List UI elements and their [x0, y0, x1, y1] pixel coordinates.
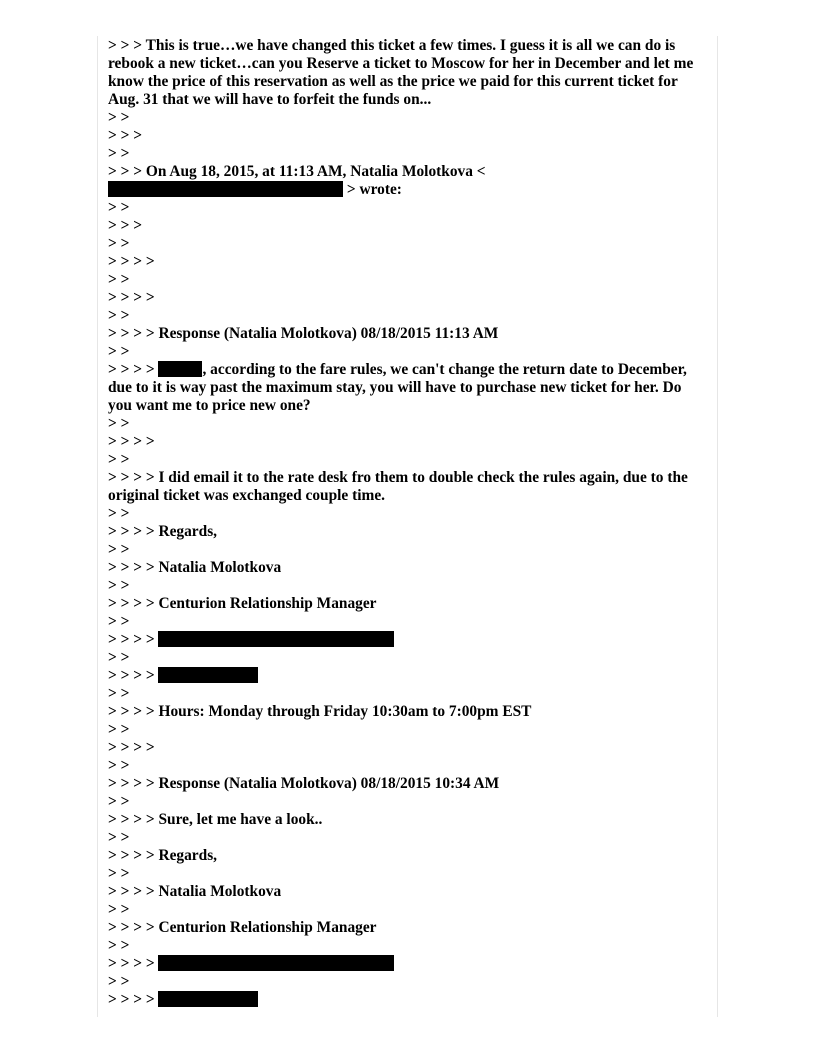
quote-line: > > — [108, 451, 130, 468]
redacted-block — [158, 361, 202, 377]
quote-prefix: > > > > — [108, 631, 155, 648]
signature-redacted-line — [108, 991, 708, 1009]
quote-line: > > — [108, 271, 130, 288]
signature-regards: > > > > Regards, — [108, 523, 218, 540]
quote-line: > > — [108, 613, 130, 630]
signature-redacted-line — [108, 667, 708, 685]
quote-line: > > — [108, 235, 130, 252]
signature-title: > > > > Centurion Relationship Manager — [108, 595, 377, 612]
response-body-line: > > > > I did email it to the rate desk fro them to double check the rules again, due to the original ticket was exchanged couple time. — [108, 469, 692, 504]
quote-line: > > > — [108, 127, 143, 144]
quote-line: > > — [108, 721, 130, 738]
quote-line: > > > — [108, 217, 143, 234]
redacted-block — [158, 955, 394, 971]
redacted-block — [158, 991, 258, 1007]
quote-line: > > — [108, 865, 130, 882]
response-header-line: > > > > Response (Natalia Molotkova) 08/18/2015 10:34 AM — [108, 775, 500, 792]
quote-line: > > — [108, 901, 130, 918]
quote-prefix: > > > > — [108, 991, 155, 1008]
quote-header-line-cont — [108, 181, 708, 199]
quote-line: > > > This is true…we have changed this ticket a few times. I guess it is all we can do is rebook a new ticket…can you Reserve a ticket to Moscow for her in December and let me know the price of this reservation as well as the price we paid for this current ticket for Aug. 31 that we will have to forfeit the funds on... — [108, 37, 698, 108]
signature-regards: > > > > Regards, — [108, 847, 218, 864]
quote-line: > > — [108, 685, 130, 702]
quote-prefix: > > > > — [108, 667, 155, 684]
quote-line: > > — [108, 343, 130, 360]
quote-line: > > — [108, 145, 130, 162]
quote-line: > > — [108, 415, 130, 432]
quote-line: > > — [108, 109, 130, 126]
signature-redacted-line — [108, 631, 708, 649]
redacted-block — [108, 181, 343, 197]
quote-line: > > — [108, 307, 130, 324]
quote-line: > > — [108, 937, 130, 954]
quote-line: > > — [108, 505, 130, 522]
response-body-line: > > > > Sure, let me have a look.. — [108, 811, 323, 828]
quote-line: > > — [108, 973, 130, 990]
response-body-text: , according to the fare rules, we can't change the return date to December, due to it is way past the maximum stay, you will have to purchase new ticket for her. Do you want me to price new one? — [108, 361, 691, 414]
quote-prefix: > > > > — [108, 955, 155, 972]
quote-line: > > — [108, 649, 130, 666]
quote-line: > > — [108, 541, 130, 558]
quote-line: > > — [108, 757, 130, 774]
quote-line: > > — [108, 829, 130, 846]
signature-name: > > > > Natalia Molotkova — [108, 883, 282, 900]
redacted-block — [158, 631, 394, 647]
response-header-line: > > > > Response (Natalia Molotkova) 08/18/2015 11:13 AM — [108, 325, 499, 342]
quote-header-line: > > > On Aug 18, 2015, at 11:13 AM, Natalia Molotkova < — [108, 163, 486, 180]
signature-title: > > > > Centurion Relationship Manager — [108, 919, 377, 936]
quote-line: > > — [108, 199, 130, 216]
quote-line: > > > > — [108, 433, 155, 450]
quote-line: > > — [108, 793, 130, 810]
signature-hours: > > > > Hours: Monday through Friday 10:30am to 7:00pm EST — [108, 703, 532, 720]
quote-line: > > — [108, 577, 130, 594]
email-thread-text — [108, 37, 708, 1009]
quote-line: > > > > — [108, 289, 155, 306]
redacted-block — [158, 667, 258, 683]
quote-prefix: > > > > — [108, 361, 155, 378]
signature-name: > > > > Natalia Molotkova — [108, 559, 282, 576]
response-body-line — [108, 361, 708, 415]
quote-line: > > > > — [108, 739, 155, 756]
wrote-text: > wrote: — [346, 181, 402, 198]
quote-line: > > > > — [108, 253, 155, 270]
signature-redacted-line — [108, 955, 708, 973]
